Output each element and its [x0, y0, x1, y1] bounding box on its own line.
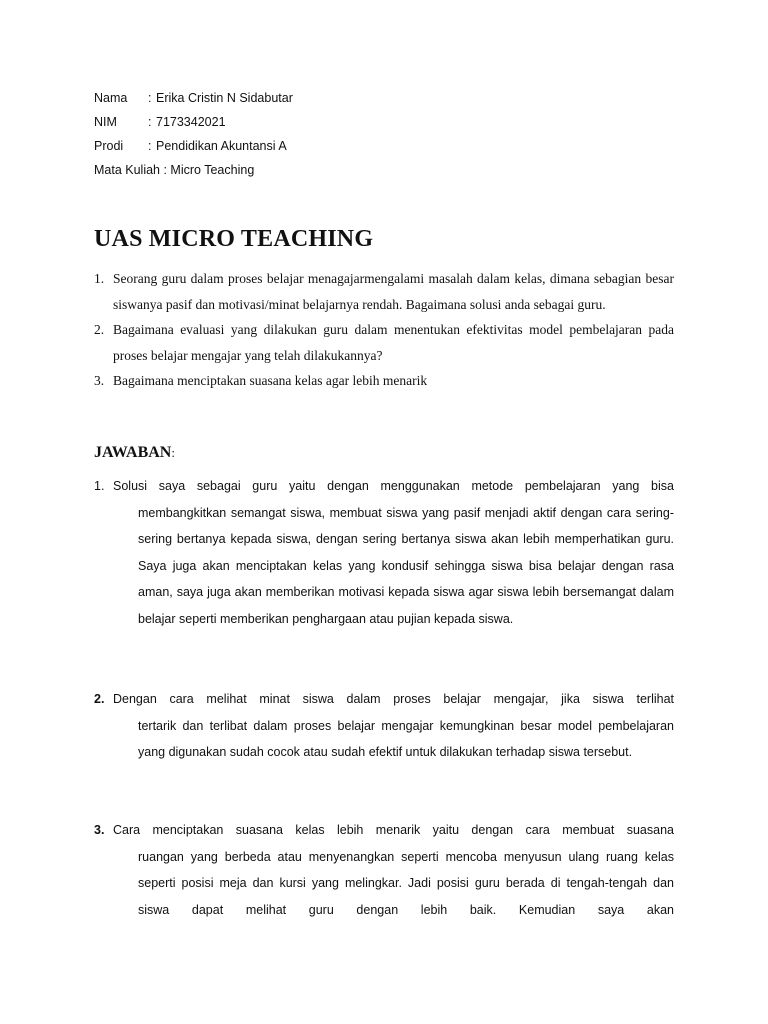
- nim-row: [94, 110, 293, 134]
- question-text: Bagaimana menciptakan suasana kelas agar lebih menarik: [113, 373, 428, 388]
- answer-number: 3.: [94, 823, 105, 837]
- question-list: [94, 266, 674, 394]
- student-info: [94, 86, 293, 182]
- answer-continuation: ruangan yang berbeda atau menyenangkan seperti mencoba menyusun ulang ruang kelas seperti posisi meja dan kursi yang melingkar. Jadi posisi guru berada di tengah-tengah dan siswa dapat melihat guru dengan lebih baik. Kemudian saya akan: [138, 849, 674, 917]
- nim-value: 7173342021: [156, 115, 226, 129]
- name-value: Erika Cristin N Sidabutar: [156, 91, 293, 105]
- question-item: [94, 317, 674, 368]
- prodi-row: [94, 134, 293, 158]
- question-text: Seorang guru dalam proses belajar menagajarmengalami masalah dalam kelas, dimana sebagian besar siswanya pasif dan motivasi/minat belajarnya rendah. Bagaimana solusi anda sebagai guru.: [113, 271, 674, 312]
- answer-first-line-text: Dengan cara melihat minat siswa dalam proses belajar mengajar, jika siswa terlihat: [113, 692, 674, 706]
- answers-heading: [94, 444, 175, 462]
- answer-number: 1.: [94, 479, 105, 493]
- question-text: Bagaimana evaluasi yang dilakukan guru dalam menentukan efektivitas model pembelajaran pada proses belajar mengajar yang telah dilakukannya?: [113, 322, 674, 363]
- course-line: Mata Kuliah : Micro Teaching: [94, 163, 255, 177]
- answer-item: [94, 686, 674, 766]
- page-title: UAS MICRO TEACHING: [94, 226, 374, 252]
- question-number: 3.: [94, 373, 105, 388]
- question-item: [94, 266, 674, 317]
- name-colon: :: [148, 91, 152, 105]
- course-row: [94, 158, 293, 182]
- answer-first-line-text: Cara menciptakan suasana kelas lebih menarik yaitu dengan cara membuat suasana: [113, 823, 674, 837]
- answer-continuation: membangkitkan semangat siswa, membuat siswa yang pasif menjadi aktif dengan cara sering-sering bertanya kepada siswa, dengan sering bertanya siswa akan lebih memperhatikan guru. Saya juga akan menciptakan kelas yang kondusif sehingga siswa bisa belajar dengan rasa aman, saya juga akan memberikan motivasi kepada siswa agar siswa lebih bersemangat dalam belajar seperti memberikan penghargaan atau pujian kepada siswa.: [138, 505, 674, 626]
- answers-heading-text: JAWABAN: [94, 444, 172, 461]
- name-row: [94, 86, 293, 110]
- question-item: [94, 368, 674, 394]
- answer-number: 2.: [94, 692, 105, 706]
- nim-colon: :: [148, 115, 152, 129]
- answer-first-line: [94, 686, 674, 713]
- answer-item: [94, 817, 674, 923]
- answers-heading-colon: :: [171, 445, 175, 460]
- answer-first-line-text: Solusi saya sebagai guru yaitu dengan menggunakan metode pembelajaran yang bisa: [113, 479, 674, 493]
- nim-label: NIM: [94, 115, 117, 129]
- answer-continuation: tertarik dan terlibat dalam proses belajar mengajar kemungkinan besar model pembelajaran yang digunakan sudah cocok atau sudah efektif untuk dilakukan terhadap siswa tersebut.: [138, 718, 674, 760]
- question-number: 2.: [94, 322, 105, 337]
- question-number: 1.: [94, 271, 105, 286]
- answer-item: [94, 473, 674, 633]
- answer-first-line: [94, 473, 674, 500]
- prodi-colon: :: [148, 139, 152, 153]
- prodi-label: Prodi: [94, 139, 124, 153]
- answer-first-line: [94, 817, 674, 844]
- name-label: Nama: [94, 91, 128, 105]
- prodi-value: Pendidikan Akuntansi A: [156, 139, 287, 153]
